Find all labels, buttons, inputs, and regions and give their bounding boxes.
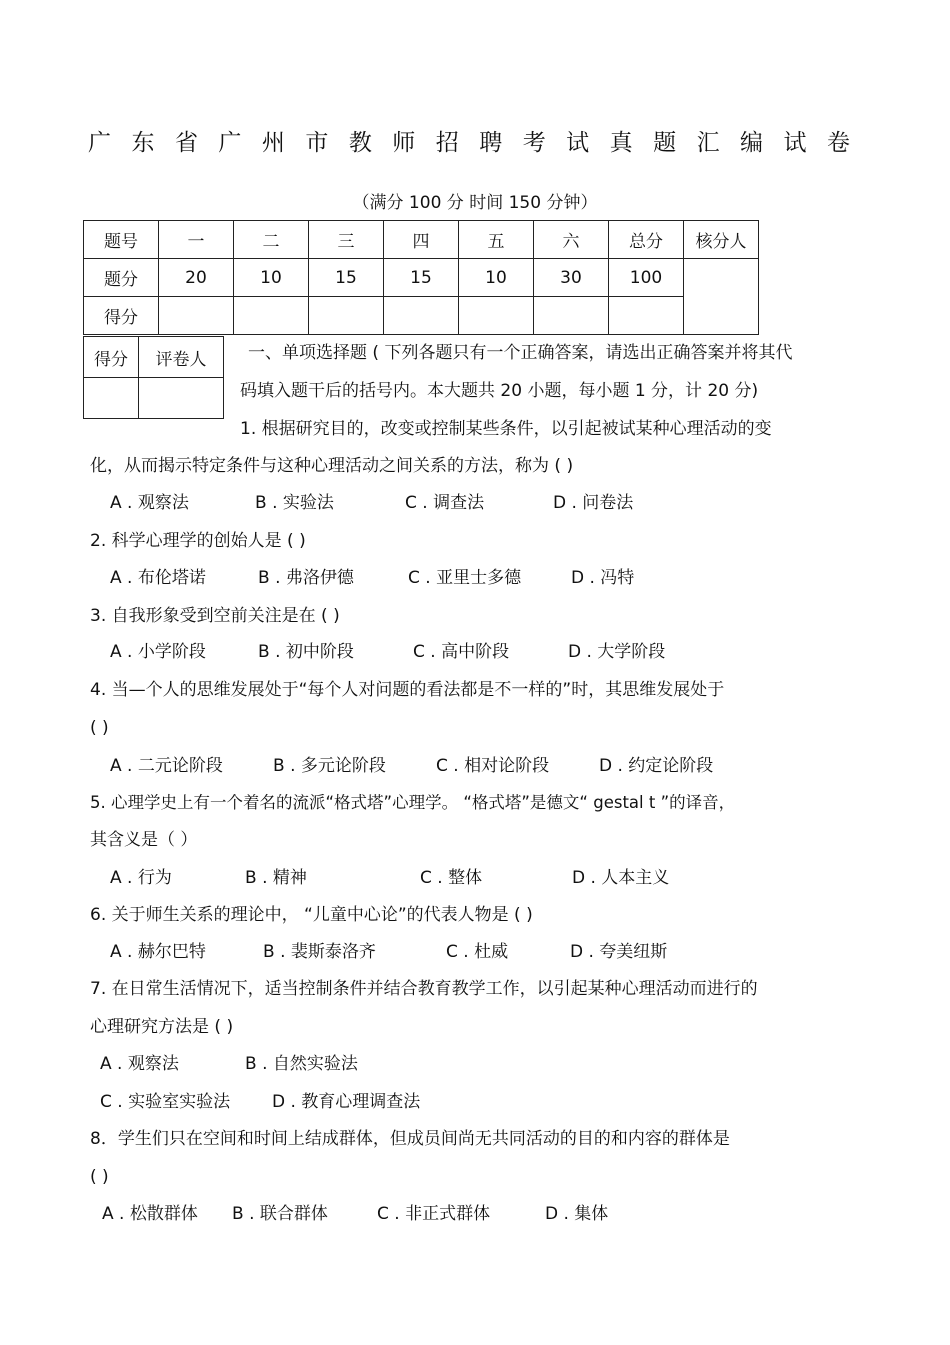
option-d[interactable]: D . 教育心理调查法 [272, 1092, 421, 1112]
question-6-options [110, 941, 667, 963]
score-table-header-row [84, 221, 759, 259]
section-heading-line1: 一、单项选择题 ( 下列各题只有一个正确答案，请选出正确答案并将其代 [248, 343, 793, 363]
title-char: 市 [305, 130, 329, 156]
option-d[interactable]: D . 集体 [545, 1204, 609, 1224]
question-7-line1: 7. 在日常生活情况下，适当控制条件并结合教育教学工作，以引起某种心理活动而进行的 [90, 979, 758, 999]
option-d[interactable]: D . 冯特 [571, 568, 635, 588]
option-a[interactable]: A . 布伦塔诺 [110, 568, 206, 588]
header-cell: 六 [534, 221, 609, 259]
option-c[interactable]: C . 亚里士多德 [408, 568, 522, 588]
option-c[interactable]: C . 相对论阶段 [436, 756, 550, 776]
score-cell[interactable] [459, 297, 534, 335]
option-b[interactable]: B . 自然实验法 [245, 1054, 358, 1074]
score-cell[interactable] [609, 297, 684, 335]
option-a[interactable]: A . 小学阶段 [110, 642, 206, 662]
points-cell: 10 [234, 259, 309, 297]
exam-subtitle: （满分 100 分 时间 150 分钟） [352, 193, 598, 213]
header-cell: 四 [384, 221, 459, 259]
option-b[interactable]: B . 初中阶段 [258, 642, 354, 662]
question-5-options [110, 867, 669, 889]
question-2-options [110, 567, 634, 589]
option-c[interactable]: C . 整体 [420, 868, 483, 888]
option-d[interactable]: D . 大学阶段 [568, 642, 666, 662]
title-char: 广 [218, 130, 242, 156]
header-cell: 核分人 [684, 221, 759, 259]
option-c[interactable]: C . 非正式群体 [377, 1204, 491, 1224]
question-7-line2: 心理研究方法是 ( ) [90, 1017, 234, 1037]
question-2: 2. 科学心理学的创始人是 ( ) [90, 531, 306, 551]
title-char: 考 [522, 130, 546, 156]
title-char: 广 [88, 130, 111, 156]
title-char: 师 [392, 130, 416, 156]
option-b[interactable]: B . 弗洛伊德 [258, 568, 354, 588]
score-cell[interactable] [309, 297, 384, 335]
checker-cell[interactable] [684, 259, 759, 335]
points-cell: 15 [384, 259, 459, 297]
grader-table [83, 336, 224, 419]
points-cell: 10 [459, 259, 534, 297]
points-cell: 20 [159, 259, 234, 297]
title-char: 州 [261, 130, 285, 156]
question-6: 6. 关于师生关系的理论中， “儿童中心论”的代表人物是 ( ) [90, 905, 533, 925]
option-d[interactable]: D . 人本主义 [572, 868, 670, 888]
title-char: 汇 [696, 130, 720, 156]
score-cell[interactable] [384, 297, 459, 335]
points-cell: 15 [309, 259, 384, 297]
question-7-options-ab [100, 1053, 358, 1075]
header-cell: 五 [459, 221, 534, 259]
section-heading-line2: 码填入题干后的括号内。本大题共 20 小题，每小题 1 分，计 20 分) [240, 381, 759, 401]
option-b[interactable]: B . 多元论阶段 [273, 756, 386, 776]
header-cell: 题号 [84, 221, 159, 259]
exam-title [88, 124, 850, 157]
title-char: 教 [348, 130, 372, 156]
option-d[interactable]: D . 约定论阶段 [599, 756, 714, 776]
score-cell[interactable] [159, 297, 234, 335]
question-8-options [102, 1203, 608, 1225]
header-cell: 一 [159, 221, 234, 259]
question-5-line2: 其含义是（ ） [90, 830, 198, 850]
points-cell: 30 [534, 259, 609, 297]
option-c[interactable]: C . 高中阶段 [413, 642, 510, 662]
option-a[interactable]: A . 松散群体 [102, 1204, 198, 1224]
question-1-line2: 化，从而揭示特定条件与这种心理活动之间关系的方法，称为 ( ) [90, 456, 574, 476]
option-a[interactable]: A . 行为 [110, 868, 172, 888]
header-cell: 二 [234, 221, 309, 259]
question-1-line1: 1. 根据研究目的，改变或控制某些条件，以引起被试某种心理活动的变 [240, 419, 772, 439]
score-cell[interactable] [534, 297, 609, 335]
title-char: 东 [131, 130, 155, 156]
question-4-line2: ( ) [90, 718, 109, 738]
question-8-line2: ( ) [90, 1167, 109, 1187]
option-a[interactable]: A . 观察法 [110, 493, 189, 513]
question-4-options [110, 755, 713, 777]
question-3-options [110, 641, 665, 663]
option-d[interactable]: D . 夸美纽斯 [570, 942, 668, 962]
title-char: 省 [174, 130, 198, 156]
question-5-line1: 5. 心理学史上有一个着名的流派“格式塔”心理学。 “格式塔”是德文“ gestal t ”的译音， [90, 793, 736, 812]
title-char: 真 [609, 130, 633, 156]
option-c[interactable]: C . 实验室实验法 [100, 1092, 231, 1112]
option-c[interactable]: C . 调查法 [405, 493, 485, 513]
points-cell: 100 [609, 259, 684, 297]
title-char: 试 [566, 130, 590, 156]
option-a[interactable]: A . 赫尔巴特 [110, 942, 206, 962]
title-char: 题 [653, 130, 677, 156]
score-table [83, 220, 759, 335]
grader-score-label: 得分 [84, 337, 139, 378]
grader-score-cell[interactable] [84, 378, 139, 419]
question-4-line1: 4. 当—个人的思维发展处于“每个人对问题的看法都是不一样的”时，其思维发展处于 [90, 680, 725, 700]
option-b[interactable]: B . 精神 [245, 868, 307, 888]
option-b[interactable]: B . 联合群体 [232, 1204, 328, 1224]
question-8-line1: 8．学生们只在空间和时间上结成群体，但成员间尚无共同活动的目的和内容的群体是 [90, 1129, 730, 1149]
header-cell: 总分 [609, 221, 684, 259]
header-cell: 三 [309, 221, 384, 259]
score-cell[interactable] [234, 297, 309, 335]
title-char: 招 [435, 130, 459, 156]
grader-name-cell[interactable] [139, 378, 224, 419]
row-label: 得分 [84, 297, 159, 335]
title-char: 编 [740, 130, 764, 156]
title-char: 聘 [479, 130, 503, 156]
option-a[interactable]: A . 观察法 [100, 1054, 179, 1074]
title-char: 试 [783, 130, 807, 156]
question-3: 3. 自我形象受到空前关注是在 ( ) [90, 606, 340, 626]
score-table-score-row [84, 297, 759, 335]
option-a[interactable]: A . 二元论阶段 [110, 756, 223, 776]
title-char: 卷 [826, 130, 850, 156]
question-7-options-cd [100, 1091, 420, 1113]
score-table-points-row [84, 259, 759, 297]
option-b[interactable]: B . 实验法 [255, 493, 334, 513]
row-label: 题分 [84, 259, 159, 297]
option-b[interactable]: B . 裴斯泰洛齐 [263, 942, 376, 962]
option-c[interactable]: C . 杜威 [446, 942, 509, 962]
grader-name-label: 评卷人 [139, 337, 224, 378]
question-1-options [110, 492, 633, 514]
option-d[interactable]: D . 问卷法 [553, 493, 634, 513]
